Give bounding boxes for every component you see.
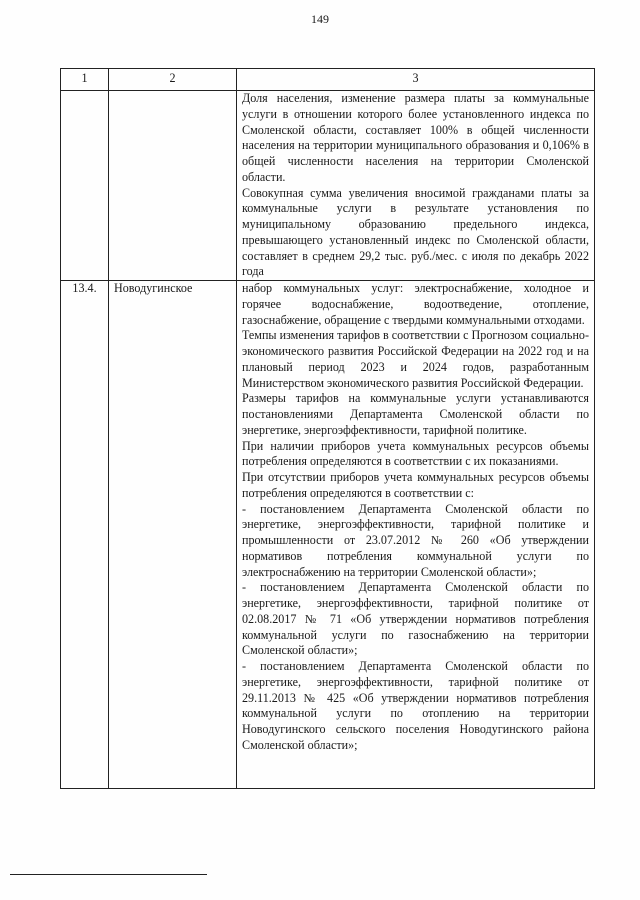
paragraph-resolution-heating: - постановлением Департамента Смоленской области по энергетике, энергоэффективности, тарифной политике от 29.11.2013 № 425 «Об утверждении нормативов потребления коммунальной услуги по отоплению на территории Новодугинского сельского поселения Новодугинского района Смоленской области»; (242, 659, 589, 752)
table-row-13-4 (61, 281, 595, 789)
cell-bottom-space (242, 754, 589, 788)
municipality-cell (109, 91, 237, 281)
header-col-3: 3 (237, 69, 595, 91)
paragraph-share-of-population: Доля населения, изменение размера платы за коммунальные услуги в отношении которого более установленного индекса по Смоленской области, составляет 100% в общей численности населения на территории муниципального образования и 0,106% в общей численности населения на территории Смоленской области. (242, 91, 589, 184)
row-number-cell: 13.4. (61, 281, 109, 789)
row-number-cell (61, 91, 109, 281)
paragraph-services-set: набор коммунальных услуг: электроснабжение, холодное и горячее водоснабжение, водоотведение, отопление, газоснабжение, обращение с твердыми коммунальными отходами. (242, 281, 589, 327)
description-cell (237, 281, 595, 789)
paragraph-resolution-electricity: - постановлением Департамента Смоленской области по энергетике, энергоэффективности, тарифной политике и промышленности от 23.07.2012 № 260 «Об утверждении нормативов потребления коммунальной услуги по электроснабжению на территории Смоленской области»; (242, 501, 589, 579)
paragraph-with-meters: При наличии приборов учета коммунальных ресурсов объемы потребления определяются в соответствии с их показаниями. (242, 438, 589, 469)
footer-rule (10, 874, 207, 875)
paragraph-without-meters: При отсутствии приборов учета коммунальных ресурсов объемы потребления определяются в соответствии с: (242, 470, 589, 500)
header-col-2: 2 (109, 69, 237, 91)
paragraph-resolution-gas: - постановлением Департамента Смоленской области по энергетике, энергоэффективности, тарифной политике от 02.08.2017 № 71 «Об утверждении нормативов потребления коммунальной услуги по газоснабжению на территории Смоленской области»; (242, 580, 589, 658)
table-row-continued (61, 91, 595, 281)
municipality-cell: Новодугинское (109, 281, 237, 789)
paragraph-tariff-rates: Темпы изменения тарифов в соответствии с Прогнозом социально-экономического развития Российской Федерации на 2022 год и на плановый период 2023 и 2024 годов, разработанным Министерством экономического развития Российской Федерации. (242, 328, 589, 390)
document-table (60, 68, 595, 789)
header-col-1: 1 (61, 69, 109, 91)
paragraph-total-increase: Совокупная сумма увеличения вносимой гражданами платы за коммунальные услуги в результате установления по муниципальному образованию предельного индекса, превышающего установленный индекс по Смоленской области, составляет в среднем 29,2 тыс. руб./мес. с июля по декабрь 2022 года (242, 185, 589, 279)
description-cell (237, 91, 595, 281)
page-number: 149 (311, 12, 329, 26)
table-header-row (61, 69, 595, 91)
paragraph-tariff-sizes: Размеры тарифов на коммунальные услуги устанавливаются постановлениями Департамента Смоленской области по энергетике, энергоэффективности, тарифной политике. (242, 391, 589, 437)
